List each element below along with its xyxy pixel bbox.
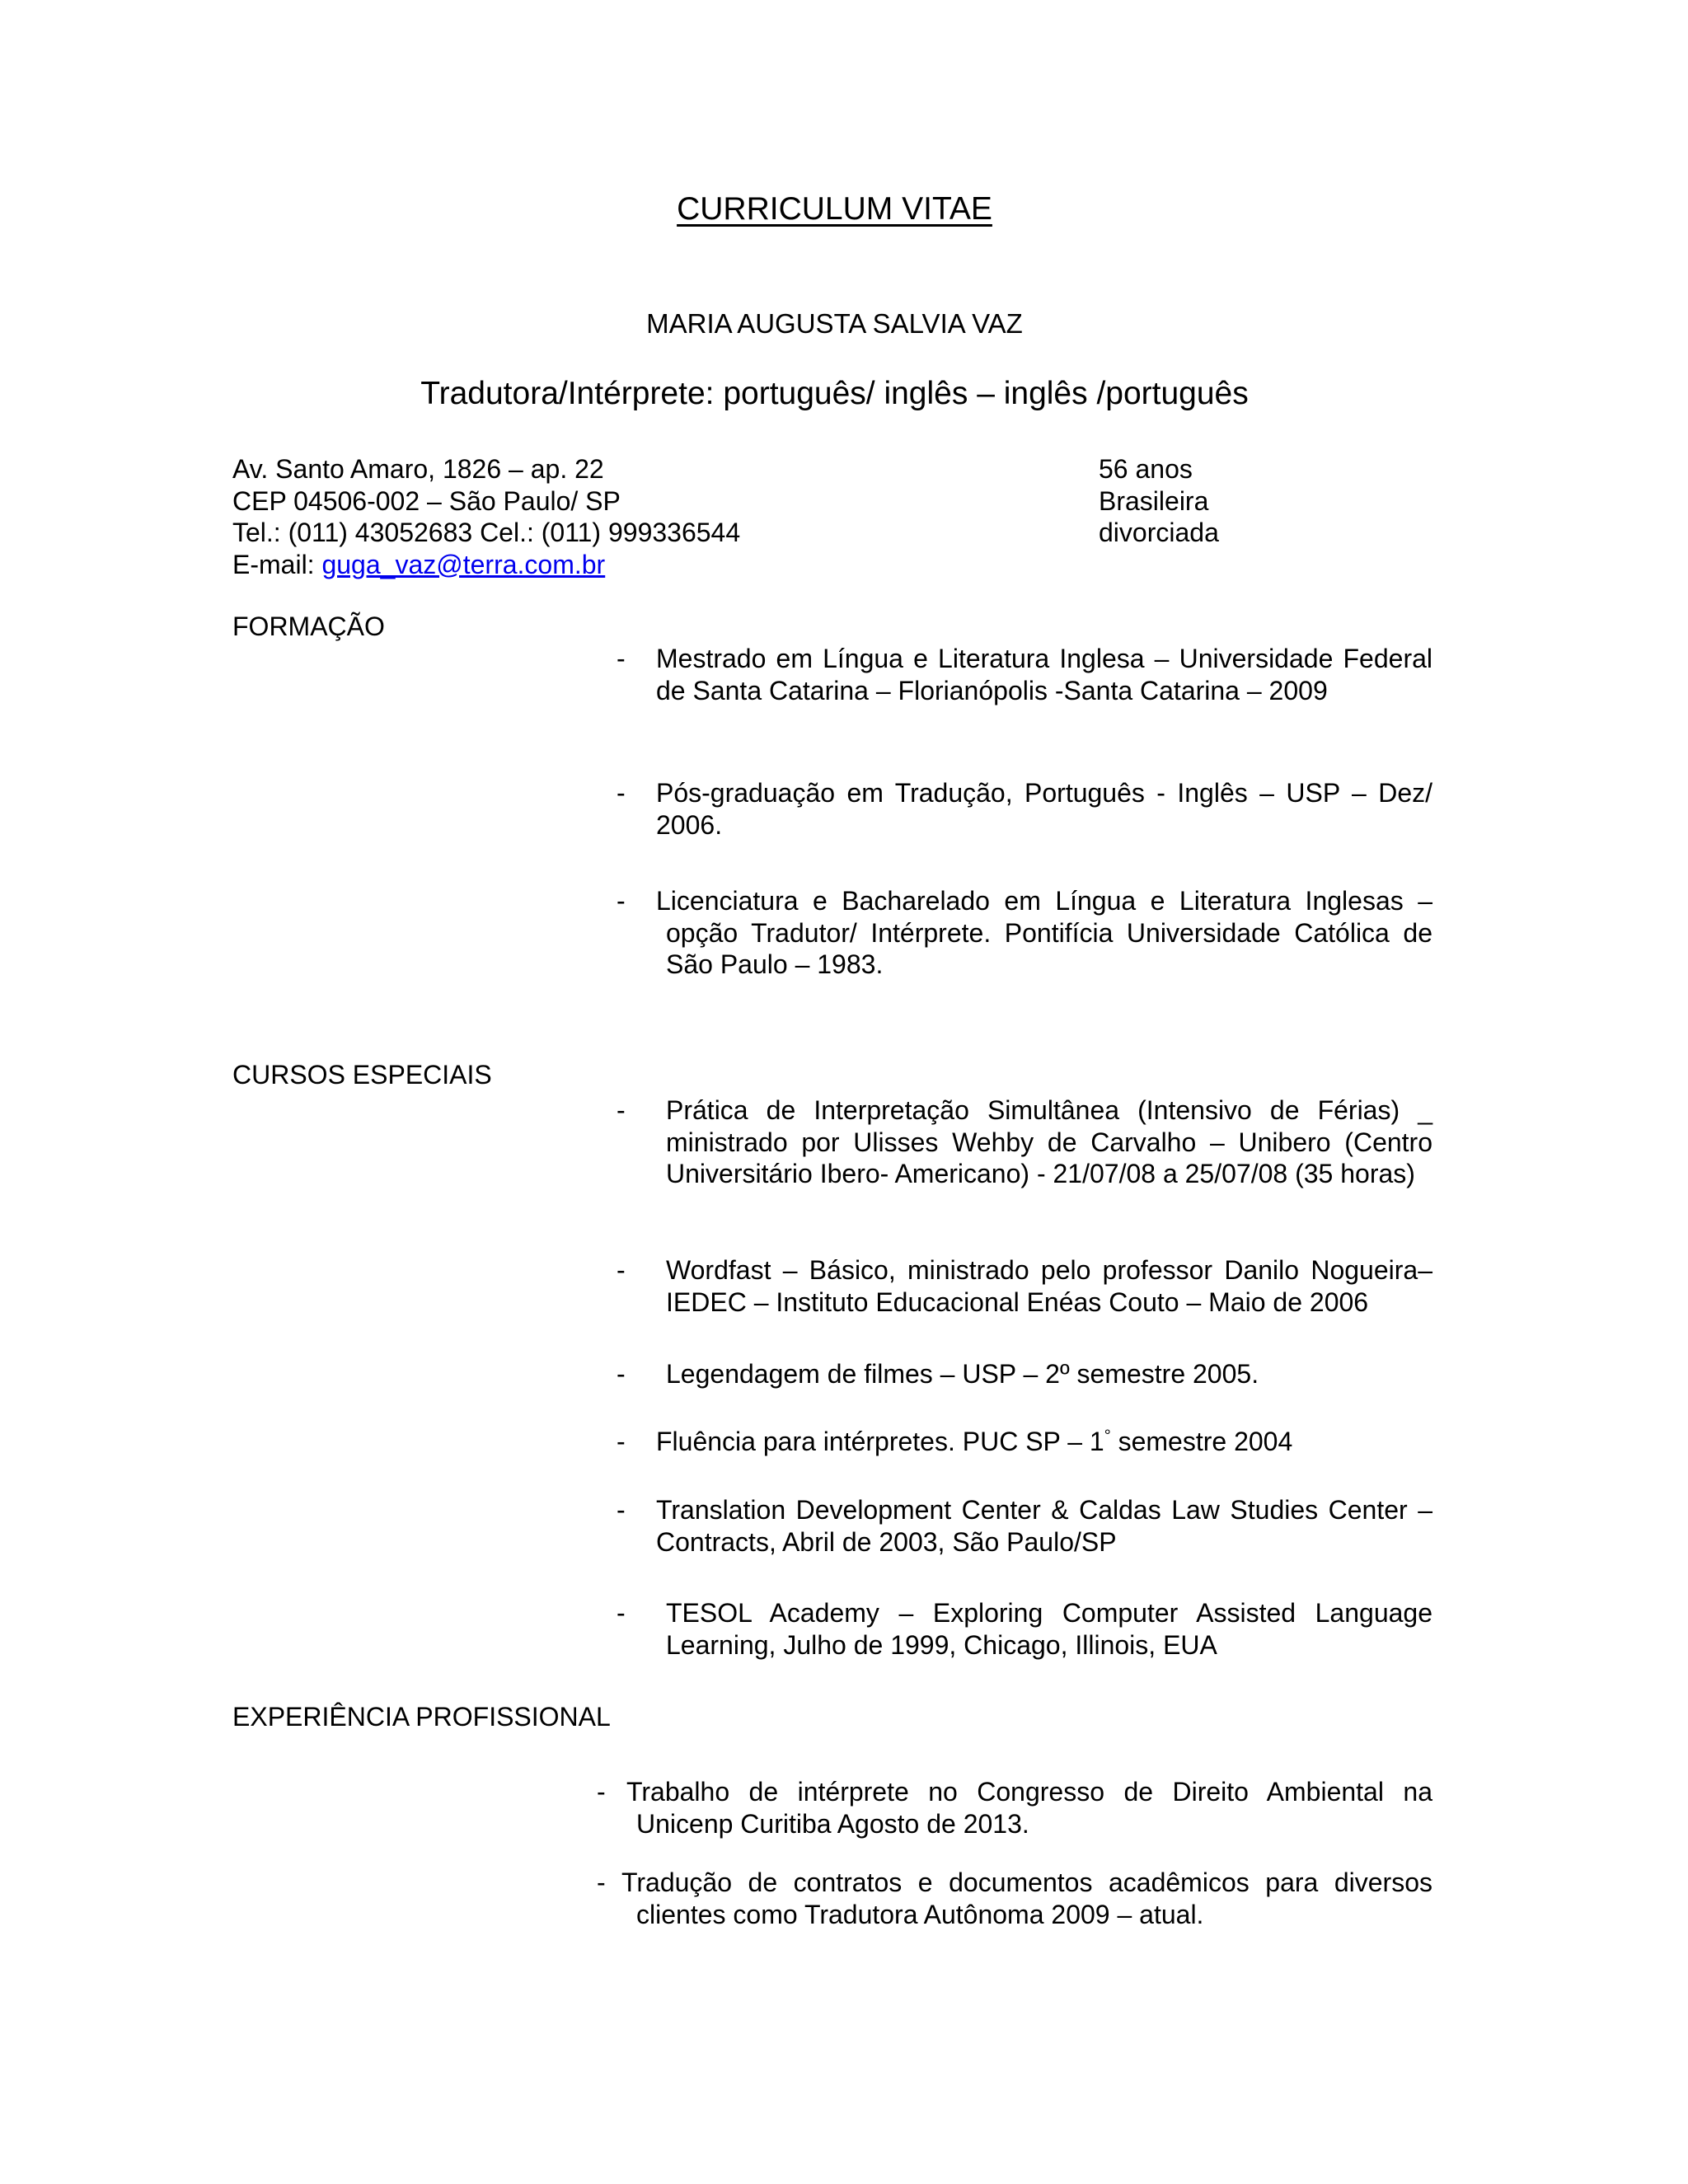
list-item-text: Tradução de contratos e documentos acadêmicos para diversos clientes como Tradutora Autônoma 2009 – atual. [621, 1868, 1432, 1929]
list-item [617, 777, 1432, 841]
list-item-text: Mestrado em Língua e Literatura Inglesa – Universidade Federal de Santa Catarina – Florianópolis -Santa Catarina – 2009 [656, 644, 1432, 705]
person-name: MARIA AUGUSTA SALVIA VAZ [646, 308, 1023, 339]
bullet-dash: - [597, 1868, 606, 1897]
list-item-text: Wordfast – Básico, ministrado pelo professor Danilo Nogueira– IEDEC – Instituto Educacional Enéas Couto – Maio de 2006 [666, 1255, 1432, 1317]
cep-line: CEP 04506-002 – São Paulo/ SP [232, 485, 621, 516]
list-item [617, 1254, 1432, 1318]
email-link[interactable]: guga_vaz@terra.com.br [321, 549, 606, 579]
bullet-dash: - [617, 1495, 626, 1525]
list-item [597, 1776, 1432, 1840]
address-line: Av. Santo Amaro, 1826 – ap. 22 [232, 454, 604, 484]
bullet-dash: - [617, 1598, 626, 1628]
phone-line: Tel.: (011) 43052683 Cel.: (011) 999336544 [232, 518, 741, 547]
list-item [617, 1426, 1432, 1458]
bullet-dash: - [617, 1255, 626, 1285]
list-item-text: Trabalho de intérprete no Congresso de Direito Ambiental na Unicenp Curitiba Agosto de 2013. [626, 1777, 1432, 1839]
nationality: Brasileira [1099, 485, 1209, 516]
fluencia-text: Fluência para intérpretes. PUC SP – 1 [656, 1427, 1104, 1456]
bullet-dash: - [617, 1359, 626, 1389]
bullet-dash: - [617, 1095, 626, 1125]
email-line [232, 549, 740, 581]
list-item [597, 1867, 1432, 1930]
professional-title: Tradutora/Intérprete: português/ inglês – inglês /português [420, 376, 1249, 411]
list-item [617, 643, 1432, 706]
list-item-text: Licenciatura e Bacharelado em Língua e Literatura Inglesas – opção Tradutor/ Intérprete. Pontifícia Universidade Católica de São Paulo – 1983. [656, 886, 1432, 979]
bullet-dash: - [617, 644, 626, 673]
list-item [617, 1358, 1432, 1390]
fluencia-text-end: semestre 2004 [1110, 1427, 1293, 1456]
list-item-text: Legendagem de filmes – USP – 2º semestre 2005. [666, 1359, 1259, 1389]
list-item [617, 1494, 1432, 1558]
marital-status: divorciada [1099, 518, 1219, 547]
section-heading-cursos: CURSOS ESPECIAIS [232, 1060, 492, 1090]
age: 56 anos [1099, 454, 1193, 484]
list-item-text: Translation Development Center & Caldas Law Studies Center – Contracts, Abril de 2003, São Paulo/SP [656, 1495, 1432, 1557]
ordinal-mark: ° [1104, 1427, 1111, 1446]
bullet-dash: - [617, 778, 626, 808]
list-item-text: Pós-graduação em Tradução, Português - Inglês – USP – Dez/ 2006. [656, 778, 1432, 840]
page-title: CURRICULUM VITAE [677, 191, 992, 227]
list-item-text: Prática de Interpretação Simultânea (Intensivo de Férias) _ ministrado por Ulisses Wehby de Carvalho – Unibero (Centro Universitário Ibero- Americano) - 21/07/08 a 25/07/08 (35 horas) [666, 1095, 1432, 1188]
section-heading-formacao: FORMAÇÃO [232, 612, 385, 641]
email-label: E-mail: [232, 549, 322, 579]
list-item [617, 885, 1432, 981]
contact-block [232, 453, 740, 580]
list-item [617, 1094, 1432, 1190]
list-item [617, 1597, 1432, 1661]
list-item-text [656, 1426, 1432, 1458]
personal-block [1099, 453, 1219, 549]
bullet-dash: - [617, 1427, 626, 1456]
bullet-dash: - [617, 886, 626, 916]
list-item-text: TESOL Academy – Exploring Computer Assisted Language Learning, Julho de 1999, Chicago, Illinois, EUA [666, 1598, 1432, 1660]
section-heading-experiencia: EXPERIÊNCIA PROFISSIONAL [232, 1702, 611, 1732]
bullet-dash: - [597, 1777, 606, 1807]
